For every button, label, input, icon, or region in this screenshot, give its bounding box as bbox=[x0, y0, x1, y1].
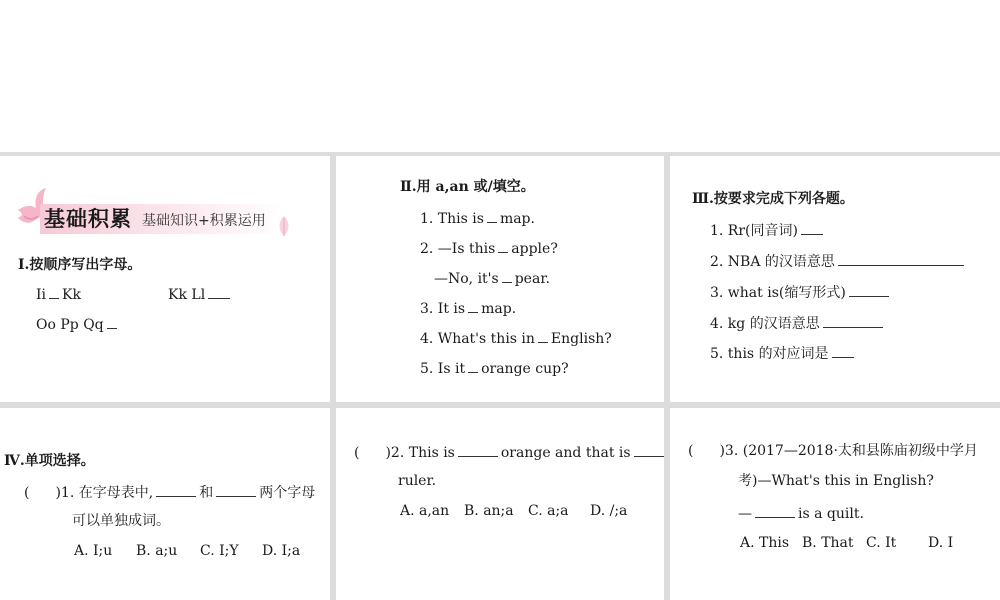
banner-subtitle: 基础知识+积累运用 bbox=[142, 213, 266, 229]
option-a[interactable]: A. This bbox=[740, 535, 790, 551]
panel-fill-article bbox=[336, 156, 664, 402]
section2-q1 bbox=[420, 208, 535, 228]
section3-q2 bbox=[710, 251, 967, 271]
question-text: map. bbox=[499, 211, 535, 227]
letter-pair-start: Oo Pp Qq bbox=[36, 317, 104, 333]
option-c[interactable]: C. a;a bbox=[528, 503, 569, 519]
question-text: map. bbox=[481, 301, 517, 317]
answer-blank[interactable] bbox=[156, 482, 196, 497]
answer-blank[interactable] bbox=[634, 442, 664, 457]
section2-q2-answer bbox=[434, 268, 550, 288]
option-b[interactable]: B. an;a bbox=[464, 503, 514, 519]
answer-blank[interactable] bbox=[468, 358, 478, 373]
option-c[interactable]: C. It bbox=[866, 535, 897, 551]
question-text: 和 bbox=[199, 485, 214, 501]
answer-blank[interactable] bbox=[468, 298, 478, 313]
answer-paren-open: ( bbox=[354, 445, 360, 461]
section1-row1-a bbox=[36, 284, 81, 304]
option-b[interactable]: B. That bbox=[802, 535, 854, 551]
answer-paren-open: ( bbox=[688, 443, 694, 459]
question-text: 两个字母 bbox=[259, 485, 316, 501]
answer-blank[interactable] bbox=[502, 268, 512, 283]
section2-q3 bbox=[420, 298, 516, 318]
question-text: English? bbox=[550, 331, 612, 347]
answer-blank[interactable] bbox=[498, 238, 508, 253]
banner-title: 基础积累 bbox=[44, 207, 132, 231]
panel-multiple-choice-2 bbox=[336, 408, 664, 600]
question-text: )2. This is bbox=[385, 445, 455, 461]
question-text: —No, it's bbox=[434, 271, 499, 287]
question-text: is a quilt. bbox=[798, 506, 864, 522]
section5-q2-line2: ruler. bbox=[398, 473, 437, 489]
panel-requirements bbox=[670, 156, 1000, 402]
section4-q1 bbox=[24, 482, 315, 502]
option-d[interactable]: D. I;a bbox=[262, 543, 301, 559]
option-b[interactable]: B. a;u bbox=[136, 543, 178, 559]
letter-pair-start: Kk Ll bbox=[168, 287, 206, 303]
question-text: )1. 在字母表中, bbox=[55, 485, 154, 501]
question-text: 1. This is bbox=[420, 211, 484, 227]
question-text: 2. NBA 的汉语意思 bbox=[710, 254, 835, 270]
section3-q4 bbox=[710, 313, 886, 333]
letter-pair-start: Ii bbox=[36, 287, 47, 303]
section3-heading: Ⅲ.按要求完成下列各题。 bbox=[692, 191, 854, 207]
section6-q3-line2: 考)—What's this in English? bbox=[738, 473, 934, 489]
question-text: 3. It is bbox=[420, 301, 466, 317]
answer-blank[interactable] bbox=[538, 328, 548, 343]
answer-blank[interactable] bbox=[832, 343, 854, 358]
section2-q5 bbox=[420, 358, 569, 378]
question-text: apple? bbox=[511, 241, 558, 257]
section2-q2 bbox=[420, 238, 558, 258]
answer-blank[interactable] bbox=[801, 220, 823, 235]
answer-blank[interactable] bbox=[208, 284, 230, 299]
answer-blank[interactable] bbox=[487, 208, 497, 223]
question-text: 5. this 的对应词是 bbox=[710, 346, 829, 362]
panel-multiple-choice-3 bbox=[670, 408, 1000, 600]
question-text: 4. What's this in bbox=[420, 331, 535, 347]
answer-blank[interactable] bbox=[755, 503, 795, 518]
section5-q2 bbox=[354, 442, 664, 462]
question-text: pear. bbox=[514, 271, 550, 287]
section1-row1-b bbox=[168, 284, 233, 304]
section6-q3 bbox=[688, 442, 978, 460]
section-banner bbox=[14, 186, 294, 242]
question-text: )3. (2017—2018·太和县陈庙初级中学月 bbox=[719, 443, 978, 459]
section6-q3-line3 bbox=[738, 503, 864, 523]
answer-blank[interactable] bbox=[849, 282, 889, 297]
answer-blank[interactable] bbox=[458, 442, 498, 457]
leaf-icon bbox=[276, 214, 292, 238]
option-a[interactable]: A. a,an bbox=[400, 503, 450, 519]
question-text: 1. Rr(同音词) bbox=[710, 223, 798, 239]
answer-blank[interactable] bbox=[49, 284, 59, 299]
question-text: 5. Is it bbox=[420, 361, 466, 377]
answer-paren-open: ( bbox=[24, 485, 30, 501]
answer-blank[interactable] bbox=[823, 313, 883, 328]
option-d[interactable]: D. I bbox=[928, 535, 954, 551]
option-a[interactable]: A. I;u bbox=[74, 543, 113, 559]
section3-q1 bbox=[710, 220, 826, 240]
answer-blank[interactable] bbox=[838, 251, 964, 266]
option-c[interactable]: C. I;Y bbox=[200, 543, 239, 559]
question-text: 4. kg 的汉语意思 bbox=[710, 316, 820, 332]
panel-multiple-choice-1 bbox=[0, 408, 330, 600]
section1-row2 bbox=[36, 314, 120, 334]
question-text: orange cup? bbox=[481, 361, 569, 377]
question-text: 3. what is(缩写形式) bbox=[710, 285, 846, 301]
panel-basic-accumulation bbox=[0, 156, 330, 402]
question-text: orange and that is bbox=[500, 445, 631, 461]
option-d[interactable]: D. /;a bbox=[590, 503, 628, 519]
section2-q4 bbox=[420, 328, 612, 348]
answer-blank[interactable] bbox=[107, 314, 117, 329]
section4-q1-line2: 可以单独成词。 bbox=[72, 513, 170, 529]
section4-heading: Ⅳ.单项选择。 bbox=[4, 453, 95, 469]
question-text: — bbox=[738, 506, 752, 522]
letter-pair-end: Kk bbox=[62, 287, 81, 303]
answer-blank[interactable] bbox=[216, 482, 256, 497]
question-text: 2. —Is this bbox=[420, 241, 496, 257]
section2-heading: Ⅱ.用 a,an 或/填空。 bbox=[400, 179, 535, 195]
section3-q5 bbox=[710, 343, 857, 363]
section3-q3 bbox=[710, 282, 892, 302]
section1-heading: Ⅰ.按顺序写出字母。 bbox=[18, 257, 142, 273]
